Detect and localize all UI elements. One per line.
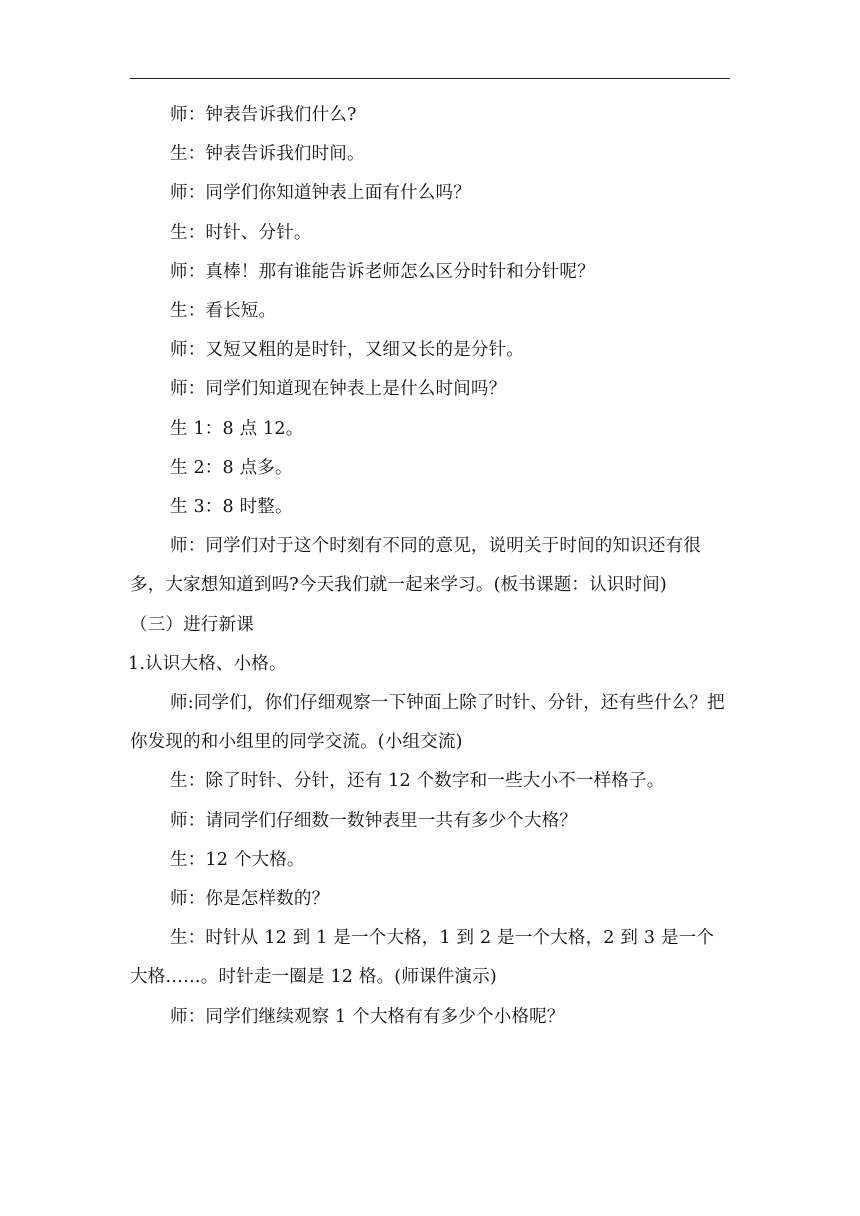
section-heading: （三）进行新课 xyxy=(130,614,254,635)
paragraph: 生：时针、分针。 xyxy=(170,222,312,243)
paragraph: 师：你是怎样数的？ xyxy=(170,889,330,910)
paragraph: 师：又短又粗的是时针，又细又长的是分针。 xyxy=(170,340,524,361)
paragraph: 生：12 个大格。 xyxy=(170,849,305,870)
paragraph: 师：同学们你知道钟表上面有什么吗？ xyxy=(170,183,471,204)
paragraph: 师：真棒！那有谁能告诉老师怎么区分时针和分针呢？ xyxy=(170,261,595,282)
paragraph: 生 2：8 点多。 xyxy=(170,457,293,478)
paragraph: 师：同学们继续观察 1 个大格有有多少个小格呢？ xyxy=(170,1006,565,1027)
paragraph: 生：钟表告诉我们时间。 xyxy=(170,144,365,165)
paragraph: 师：同学们对于这个时刻有不同的意见，说明关于时间的知识还有很多，大家想知道到吗?今天我们就一起来学习。(板书课题：认识时间) xyxy=(130,536,701,596)
paragraph: 师：请同学们仔细数一数钟表里一共有多少个大格？ xyxy=(170,810,578,831)
paragraph: 生 1：8 点 12。 xyxy=(170,418,304,439)
paragraph: 师：同学们知道现在钟表上是什么时间吗？ xyxy=(170,379,507,400)
paragraph: 生：时针从 12 到 1 是一个大格，1 到 2 是一个大格，2 到 3 是一个大格……。时针走一圈是 12 格。(师课件演示) xyxy=(130,928,715,988)
subsection-heading: 1.认识大格、小格。 xyxy=(128,653,287,674)
paragraph: 生 3：8 时整。 xyxy=(170,497,293,518)
document-body xyxy=(130,96,730,1037)
paragraph: 生：看长短。 xyxy=(170,301,277,322)
header-rule xyxy=(130,78,730,79)
paragraph: 生：除了时针、分针，还有 12 个数字和一些大小不一样格子。 xyxy=(170,771,665,792)
paragraph: 师：钟表告诉我们什么? xyxy=(170,105,357,125)
paragraph: 师:同学们，你们仔细观察一下钟面上除了时针、分针，还有些什么？把你发现的和小组里的同学交流。(小组交流) xyxy=(130,693,725,753)
